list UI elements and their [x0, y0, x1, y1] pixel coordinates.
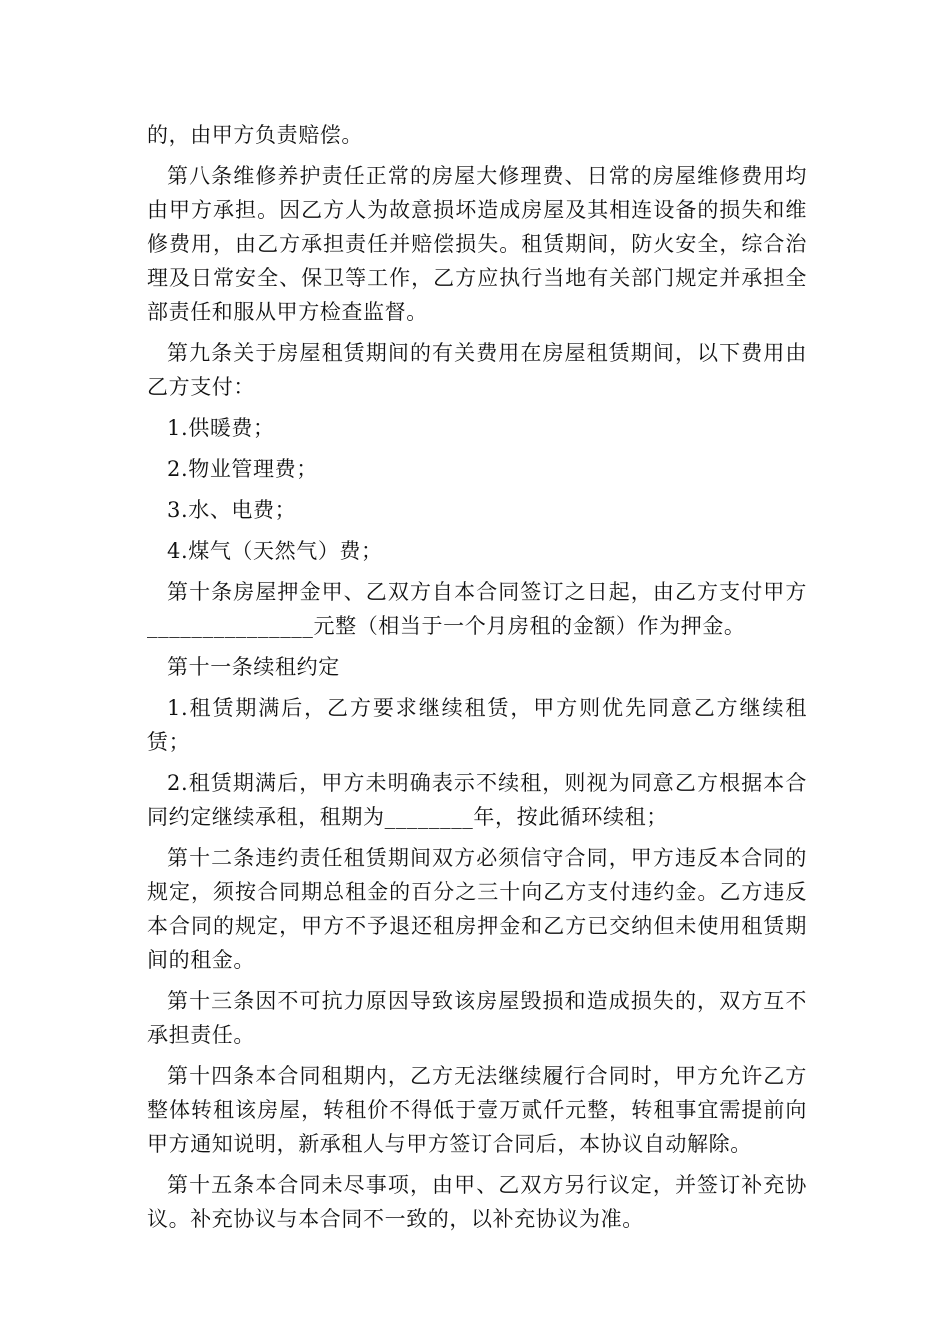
article-12: 第十二条违约责任租赁期间双方必须信守合同，甲方违反本合同的规定，须按合同期总租金的百分之三十向乙方支付违约金。乙方违反本合同的规定，甲方不予退还租房押金和乙方已交纳但未使用租赁期间的租金。: [147, 846, 807, 972]
article-9-item-1: 1.供暖费；: [167, 416, 275, 440]
article-11-item-1: 1.租赁期满后，乙方要求继续租赁，甲方则优先同意乙方继续租赁；: [147, 696, 807, 754]
article-14: 第十四条本合同租期内，乙方无法继续履行合同时，甲方允许乙方整体转租该房屋，转租价不得低于壹万贰仟元整，转租事宜需提前向甲方通知说明，新承租人与甲方签订合同后，本协议自动解除。: [147, 1064, 807, 1156]
paragraph-continuation: 的，由甲方负责赔偿。: [147, 123, 363, 147]
article-11-item-2: 2.租赁期满后，甲方未明确表示不续租，则视为同意乙方根据本合同约定继续承租，租期为________年，按此循环续租；: [147, 771, 807, 829]
article-9-item-2: 2.物业管理费；: [167, 457, 318, 481]
article-9: 第九条关于房屋租赁期间的有关费用在房屋租赁期间，以下费用由乙方支付：: [147, 341, 807, 399]
article-15: 第十五条本合同未尽事项，由甲、乙双方另行议定，并签订补充协议。补充协议与本合同不一致的，以补充协议为准。: [147, 1173, 807, 1231]
article-13: 第十三条因不可抗力原因导致该房屋毁损和造成损失的，双方互不承担责任。: [147, 989, 807, 1047]
article-10: 第十条房屋押金甲、乙双方自本合同签订之日起，由乙方支付甲方_______________元整（相当于一个月房租的金额）作为押金。: [147, 580, 807, 638]
article-9-item-3: 3.水、电费；: [167, 498, 297, 522]
document-body: [147, 118, 807, 1236]
article-11: 第十一条续租约定: [167, 655, 340, 679]
article-8: 第八条维修养护责任正常的房屋大修理费、日常的房屋维修费用均由甲方承担。因乙方人为故意损坏造成房屋及其相连设备的损失和维修费用，由乙方承担责任并赔偿损失。租赁期间，防火安全，综合治理及日常安全、保卫等工作，乙方应执行当地有关部门规定并承担全部责任和服从甲方检查监督。: [147, 164, 807, 324]
article-9-item-4: 4.煤气（天然气）费；: [167, 539, 383, 563]
